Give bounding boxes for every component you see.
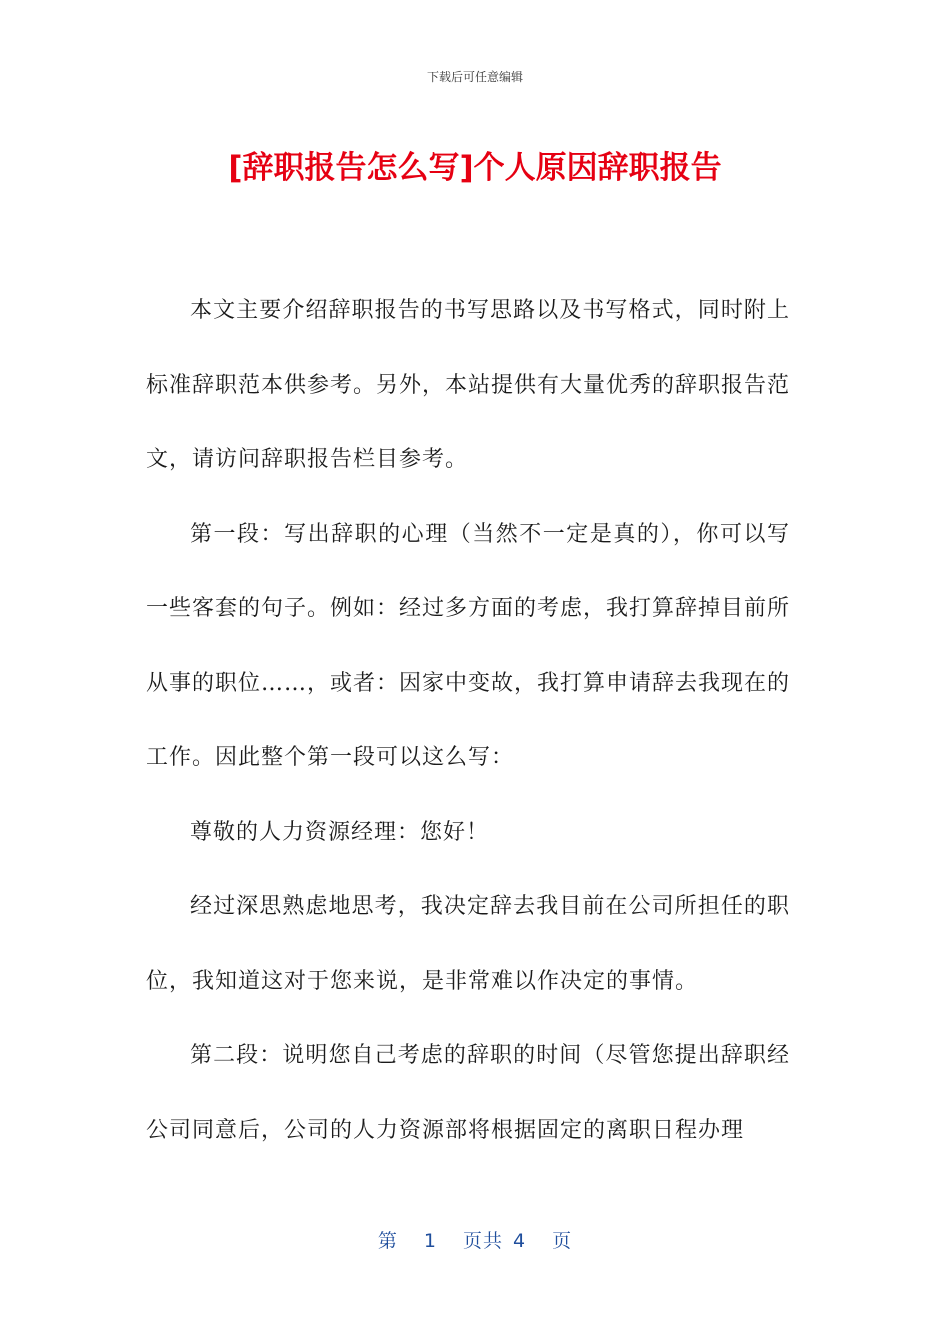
page-footer (0, 1226, 950, 1253)
page-prefix: 第 (377, 1230, 398, 1252)
paragraph-section-one: 第一段：写出辞职的心理（当然不一定是真的），你可以写一些客套的句子。例如：经过多方面的考虑，我打算辞掉目前所从事的职位……，或者：因家中变故，我打算申请辞去我现在的工作。因此整个第一段可以这么写： (146, 521, 791, 770)
paragraph-intro: 本文主要介绍辞职报告的书写思路以及书写格式，同时附上标准辞职范本供参考。另外，本站提供有大量优秀的辞职报告范文，请访问辞职报告栏目参考。 (146, 298, 791, 472)
header-note: 下载后可任意编辑 (426, 70, 523, 84)
document-body (146, 274, 790, 1168)
page-current: 1 (423, 1230, 437, 1252)
paragraph-salutation: 尊敬的人力资源经理：您好！ (190, 819, 490, 845)
paragraph-section-two: 第二段：说明您自己考虑的辞职的时间（尽管您提出辞职经公司同意后，公司的人力资源部将根据固定的离职日程办理 (146, 1043, 790, 1143)
paragraph-decision: 经过深思熟虑地思考，我决定辞去我目前在公司所担任的职位，我知道这对于您来说，是非常难以作决定的事情。 (146, 894, 790, 994)
page-suffix: 页 (552, 1230, 573, 1252)
page-total: 4 (513, 1230, 527, 1252)
page-middle: 页共 (462, 1230, 503, 1252)
document-title: [辞职报告怎么写]个人原因辞职报告 (228, 150, 722, 186)
